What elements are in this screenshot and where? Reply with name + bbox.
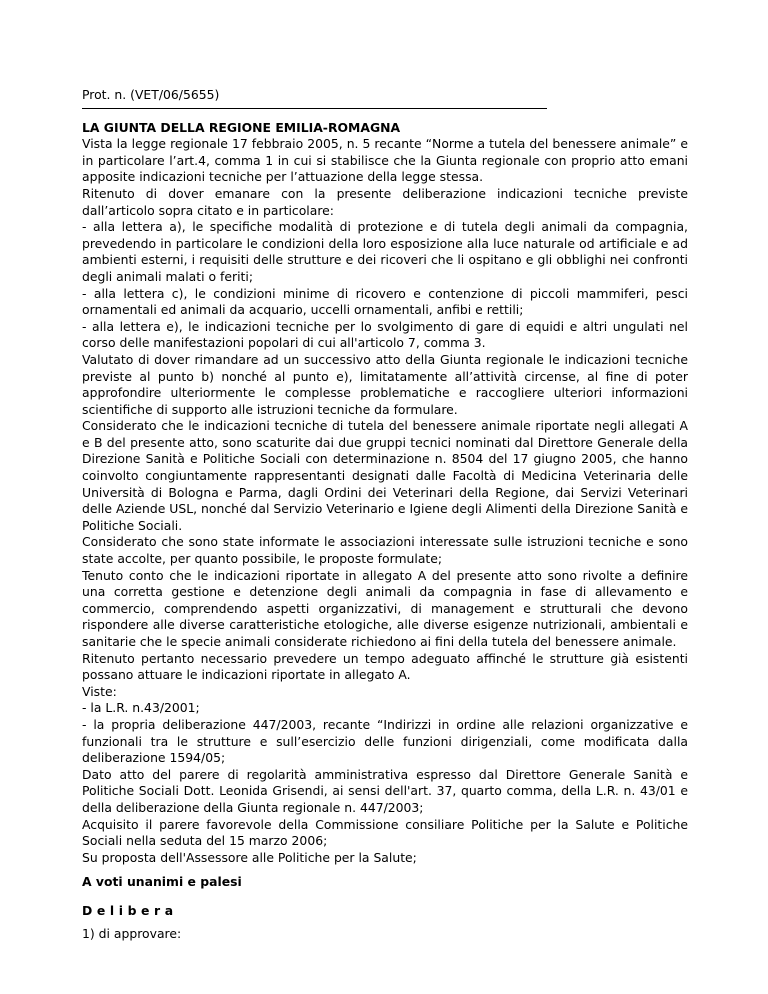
paragraph: Valutato di dover rimandare ad un successivo atto della Giunta regionale le indicazioni tecniche previste al punto b) nonché al punto e), limitatamente all’attività circense, al fine di poter approfondire ulteriormente le complesse problematiche e raccogliere ulteriori informazioni scientifiche di supporto alle istruzioni tecniche da formulare. — [82, 351, 688, 417]
delibera-heading: Delibera — [82, 902, 178, 918]
paragraph: - la propria deliberazione 447/2003, recante “Indirizzi in ordine alle relazioni organizzative e funzionali tra le strutture e sull’esercizio delle funzioni dirigenziali, come modificata dalla deliberazione 1594/05; — [82, 716, 688, 766]
paragraph: Viste: — [82, 683, 117, 699]
body-paragraphs — [82, 136, 688, 866]
paragraph: - alla lettera e), le indicazioni tecniche per lo svolgimento di gare di equidi e altri ungulati nel corso delle manifestazioni popolari di cui all'articolo 7, comma 3. — [82, 318, 688, 351]
paragraph: Tenuto conto che le indicazioni riportate in allegato A del presente atto sono rivolte a definire una corretta gestione e detenzione degli animali da compagnia in fase di allevamento e commercio, comprendendo aspetti organizzativi, di management e strutturali che devono rispondere alle diverse caratteristiche etologiche, alle diverse esigenze nutrizionali, ambientali e sanitarie che le specie animali considerate richiedono ai fini della tutela del benessere animale. — [82, 567, 688, 649]
horizontal-rule — [82, 108, 547, 109]
paragraph: - alla lettera a), le specifiche modalità di protezione e di tutela degli animali da compagnia, prevedendo in particolare le condizioni della loro esposizione alla luce naturale od artificiale e ad ambienti esterni, i requisiti delle strutture e dei ricoveri che li ospitano e gli obblighi nei confronti degli animali malati o feriti; — [82, 219, 688, 284]
item-1: 1) di approvare: — [82, 925, 182, 941]
paragraph: - alla lettera c), le condizioni minime di ricovero e contenzione di piccoli mammiferi, pesci ornamentali ed animali da acquario, uccelli ornamentali, anfibi e rettili; — [82, 285, 688, 318]
paragraph: Ritenuto pertanto necessario prevedere un tempo adeguato affinché le strutture già esistenti possano attuare le indicazioni riportate in allegato A. — [82, 650, 688, 683]
document-heading: LA GIUNTA DELLA REGIONE EMILIA-ROMAGNA — [82, 119, 401, 135]
votes-line: A voti unanimi e palesi — [82, 874, 242, 890]
paragraph: Considerato che sono state informate le associazioni interessate sulle istruzioni tecniche e sono state accolte, per quanto possibile, le proposte formulate; — [82, 534, 688, 567]
paragraph: Vista la legge regionale 17 febbraio 2005, n. 5 recante “Norme a tutela del benessere animale” e in particolare l’art.4, comma 1 in cui si stabilisce che la Giunta regionale con proprio atto emani apposite indicazioni tecniche per l’attuazione della legge stessa. — [82, 136, 688, 185]
paragraph: Dato atto del parere di regolarità amministrativa espresso dal Direttore Generale Sanità e Politiche Sociali Dott. Leonida Grisendi, ai sensi dell'art. 37, quarto comma, della L.R. n. 43/01 e della deliberazione della Giunta regionale n. 447/2003; — [82, 766, 688, 815]
paragraph: Ritenuto di dover emanare con la presente deliberazione indicazioni tecniche previste dall’articolo sopra citato e in particolare: — [82, 185, 688, 218]
paragraph: Acquisito il parere favorevole della Commissione consiliare Politiche per la Salute e Politiche Sociali nella seduta del 15 marzo 2006; — [82, 816, 688, 849]
paragraph: - la L.R. n.43/2001; — [82, 700, 200, 716]
paragraph: Considerato che le indicazioni tecniche di tutela del benessere animale riportate negli allegati A e B del presente atto, sono scaturite dai due gruppi tecnici nominati dal Direttore Generale della Direzione Sanità e Politiche Sociali con determinazione n. 8504 del 17 giugno 2005, che hanno coinvolto congiuntamente rappresentanti designati dalle Facoltà di Medicina Veterinaria delle Università di Bologna e Parma, dagli Ordini dei Veterinari della Regione, dai Servizi Veterinari delle Aziende USL, nonché dal Servizio Veterinario e Igiene degli Alimenti della Direzione Sanità e Politiche Sociali. — [82, 418, 688, 533]
paragraph: Su proposta dell'Assessore alle Politiche per la Salute; — [82, 849, 417, 865]
protocol-number: Prot. n. (VET/06/5655) — [82, 87, 220, 102]
document-page — [82, 87, 688, 942]
